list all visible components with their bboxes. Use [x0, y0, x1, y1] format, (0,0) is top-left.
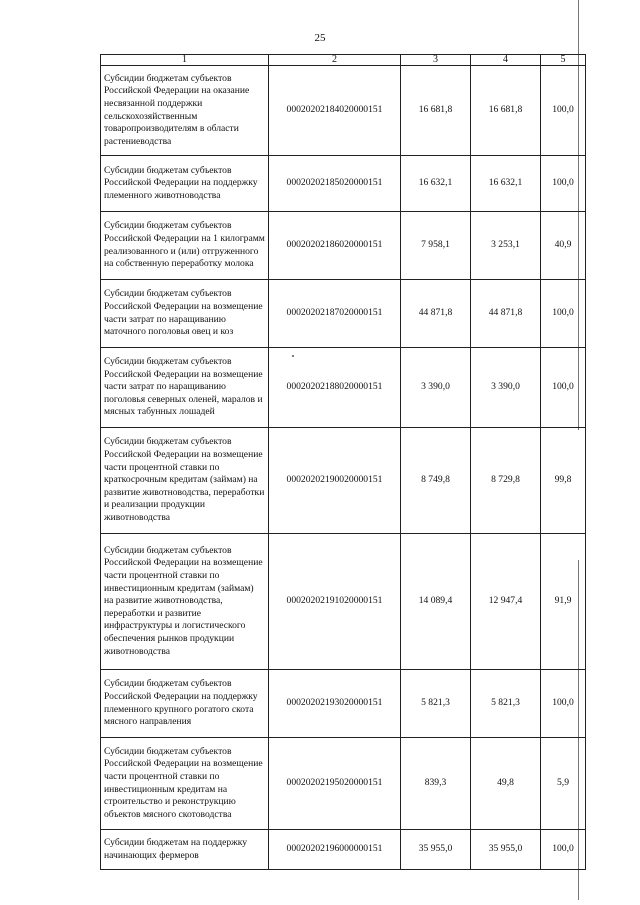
- row-col4: 35 955,0: [471, 830, 541, 870]
- row-code: 00020202190020000151: [269, 428, 401, 534]
- table-row: [101, 66, 586, 156]
- row-col4: 12 947,4: [471, 534, 541, 670]
- row-col4: 3 253,1: [471, 212, 541, 280]
- table-row: [101, 156, 586, 212]
- row-name: Субсидии бюджетам субъектов Российской Федерации на возмещение части процентной ставки по инвестиционным кредитам (займам) на развитие животноводства, переработки и развитие инфраструктуры и логистического обеспечения рынков продукции животноводства: [101, 534, 269, 670]
- row-col3: 35 955,0: [401, 830, 471, 870]
- row-col3: 44 871,8: [401, 280, 471, 348]
- header-row: [101, 55, 586, 66]
- row-col5: 100,0: [541, 156, 586, 212]
- header-col-5: 5: [541, 55, 586, 66]
- row-col5: 100,0: [541, 830, 586, 870]
- row-name: Субсидии бюджетам субъектов Российской Федерации на возмещение части затрат по наращиванию маточного поголовья овец и коз: [101, 280, 269, 348]
- row-col3: 839,3: [401, 738, 471, 830]
- row-name: Субсидии бюджетам субъектов Российской Федерации на возмещение части затрат по наращиванию поголовья северных оленей, маралов и мясных табунных лошадей: [101, 348, 269, 428]
- row-code: 00020202187020000151: [269, 280, 401, 348]
- row-col5: 99,8: [541, 428, 586, 534]
- table-row: [101, 830, 586, 870]
- row-code: 00020202195020000151: [269, 738, 401, 830]
- row-col5: 40,9: [541, 212, 586, 280]
- table-row: [101, 670, 586, 738]
- row-name: Субсидии бюджетам субъектов Российской Федерации на возмещение части процентной ставки по краткосрочным кредитам (займам) на развитие животноводства, переработки и реализации продукции животноводства: [101, 428, 269, 534]
- row-code: 00020202193020000151: [269, 670, 401, 738]
- row-code: 00020202185020000151: [269, 156, 401, 212]
- row-col3: 16 632,1: [401, 156, 471, 212]
- row-name: Субсидии бюджетам субъектов Российской Федерации на возмещение части процентной ставки по инвестиционным кредитам на строительство и реконструкцию объектов мясного скотоводства: [101, 738, 269, 830]
- row-code: 00020202186020000151: [269, 212, 401, 280]
- row-code: 00020202196000000151: [269, 830, 401, 870]
- row-col4: 3 390,0: [471, 348, 541, 428]
- row-name: Субсидии бюджетам на поддержку начинающих фермеров: [101, 830, 269, 870]
- row-name: Субсидии бюджетам субъектов Российской Федерации на 1 килограмм реализованного и (или) отгруженного на собственную переработку молока: [101, 212, 269, 280]
- header-col-2: 2: [269, 55, 401, 66]
- row-col3: 5 821,3: [401, 670, 471, 738]
- page-number: 25: [314, 32, 326, 44]
- row-col4: 16 632,1: [471, 156, 541, 212]
- row-col5: 100,0: [541, 348, 586, 428]
- row-code: 00020202188020000151: [269, 348, 401, 428]
- row-name: Субсидии бюджетам субъектов Российской Федерации на поддержку племенного крупного рогатого скота мясного направления: [101, 670, 269, 738]
- row-col4: 8 729,8: [471, 428, 541, 534]
- budget-table: [100, 54, 586, 870]
- table-row: [101, 534, 586, 670]
- row-col5: 91,9: [541, 534, 586, 670]
- row-col3: 8 749,8: [401, 428, 471, 534]
- row-col3: 7 958,1: [401, 212, 471, 280]
- row-col4: 5 821,3: [471, 670, 541, 738]
- row-name: Субсидии бюджетам субъектов Российской Федерации на оказание несвязанной поддержки сельскохозяйственным товаропроизводителям в области растениеводства: [101, 66, 269, 156]
- row-col3: 16 681,8: [401, 66, 471, 156]
- header-col-1: 1: [101, 55, 269, 66]
- row-col3: 3 390,0: [401, 348, 471, 428]
- row-name: Субсидии бюджетам субъектов Российской Федерации на поддержку племенного животноводства: [101, 156, 269, 212]
- row-col3: 14 089,4: [401, 534, 471, 670]
- row-col4: 49,8: [471, 738, 541, 830]
- row-col5: 100,0: [541, 670, 586, 738]
- row-col5: 5,9: [541, 738, 586, 830]
- row-code: 00020202184020000151: [269, 66, 401, 156]
- header-col-4: 4: [471, 55, 541, 66]
- table-row: [101, 428, 586, 534]
- row-col5: 100,0: [541, 280, 586, 348]
- table-row: [101, 280, 586, 348]
- table-row: [101, 738, 586, 830]
- header-col-3: 3: [401, 55, 471, 66]
- table-row: [101, 212, 586, 280]
- row-col5: 100,0: [541, 66, 586, 156]
- row-col4: 44 871,8: [471, 280, 541, 348]
- row-col4: 16 681,8: [471, 66, 541, 156]
- row-code: 00020202191020000151: [269, 534, 401, 670]
- table-row: [101, 348, 586, 428]
